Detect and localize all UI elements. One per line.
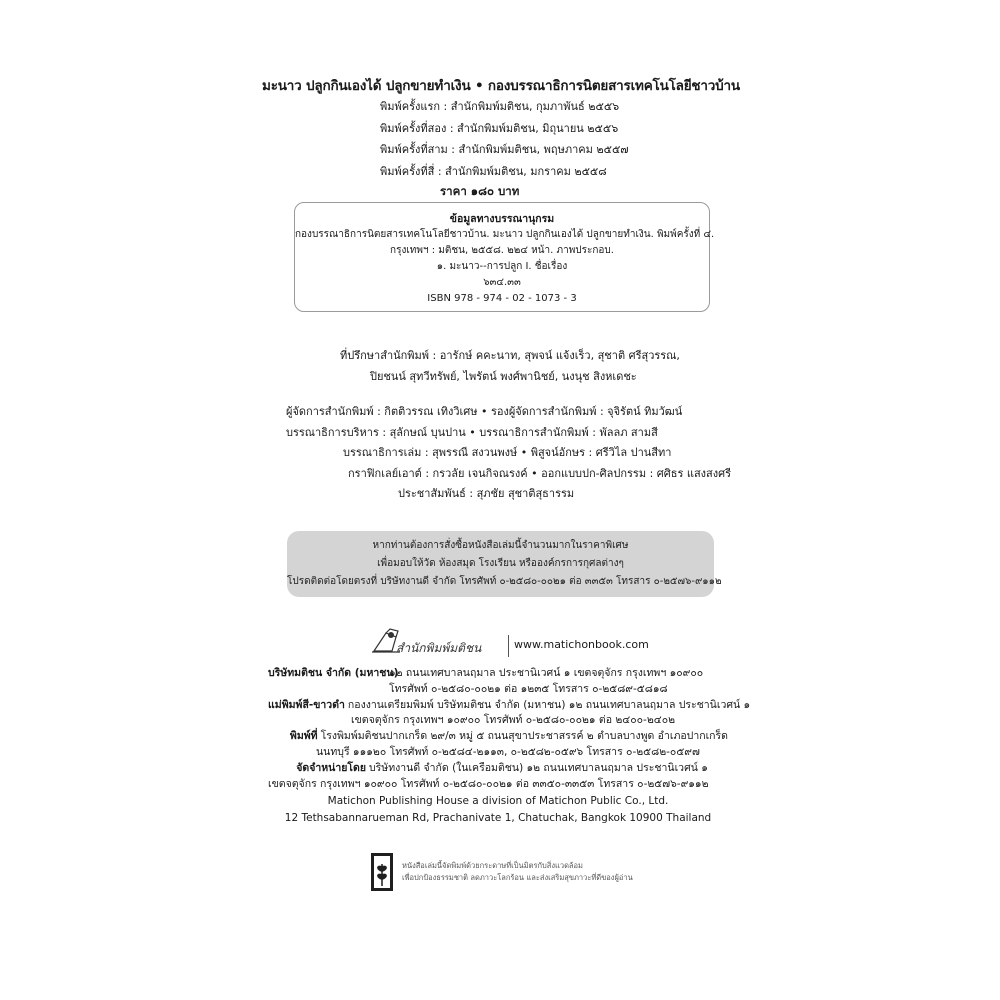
cip-line: กองบรรณาธิการนิตยสารเทคโนโลยีชาวบ้าน. มะนาว ปลูกกินเองได้ ปลูกขายทำเงิน. พิมพ์ครั้งที่ ๔. <box>295 229 715 240</box>
eco-notice <box>370 852 650 892</box>
distributor-address: บริษัทงานดี จำกัด (ในเครือมติชน) ๑๒ ถนนเทศบาลนฤมาล ประชานิเวศน์ ๑ <box>369 761 708 774</box>
eco-text-line: เพื่อปกป้องธรรมชาติ ลดภาวะโลกร้อน และส่งเสริมสุขภาวะที่ดีของผู้อ่าน <box>402 873 633 882</box>
special-order-line: หากท่านต้องการสั่งซื้อหนังสือเล่มนี้จำนวนมากในราคาพิเศษ <box>372 540 629 551</box>
advisors-line: ที่ปรึกษาสำนักพิมพ์ : อารักษ์ คคะนาท, สุพจน์ แจ้งเร็ว, สุชาติ ศรีสุวรรณ, <box>340 349 680 362</box>
company-label: บริษัทมติชน จำกัด (มหาชน) <box>268 667 399 679</box>
prepress-label: แม่พิมพ์สี-ขาวดำ <box>268 698 345 711</box>
cip-classification: ๖๓๔.๓๓ <box>483 277 521 288</box>
eco-text <box>402 860 633 884</box>
printing-history <box>380 96 740 182</box>
editorial-staff <box>286 402 766 505</box>
printer-address: โรงพิมพ์มติชนปากเกร็ด ๒๙/๓ หมู่ ๕ ถนนสุขาประชาสรรค์ ๒ ตำบลบางพูด อำเภอปากเกร็ด <box>320 730 728 743</box>
special-order-line: เพื่อมอบให้วัด ห้องสมุด โรงเรียน หรือองค์กรการกุศลต่างๆ <box>377 558 624 569</box>
printing-line: พิมพ์ครั้งที่สาม : สำนักพิมพ์มติชน, พฤษภาคม ๒๕๕๗ <box>380 143 629 156</box>
price: ราคา ๑๘๐ บาท <box>440 184 520 198</box>
publisher-logo-script: สำนักพิมพ์มติชน <box>396 641 482 655</box>
distributor-label: จัดจำหน่ายโดย <box>296 761 366 774</box>
company-phone: โทรศัพท์ ๐-๒๕๘๐-๐๐๒๑ ต่อ ๑๒๓๕ โทรสาร ๐-๒๕๘๙-๕๘๑๘ <box>389 682 668 695</box>
printer-label: พิมพ์ที่ <box>289 730 318 743</box>
printer-row <box>268 729 728 745</box>
staff-line: บรรณาธิการเล่ม : สุพรรณี สงวนพงษ์ • พิสูจน์อักษร : ศรีวิไล ปานสีทา <box>343 446 672 459</box>
cip-isbn: ISBN 978 - 974 - 02 - 1073 - 3 <box>427 293 577 304</box>
staff-line: ผู้จัดการสำนักพิมพ์ : กิตติวรรณ เทิงวิเศษ • รองผู้จัดการสำนักพิมพ์ : จุจิรัตน์ ทิมวัฒน์ <box>286 405 683 418</box>
prepress-row <box>268 698 751 714</box>
cip-line: ๑. มะนาว--การปลูก I. ชื่อเรื่อง <box>436 261 568 272</box>
english-imprint <box>268 793 728 827</box>
special-order-box <box>287 531 722 597</box>
english-imprint-line: Matichon Publishing House a division of Matichon Public Co., Ltd. <box>327 795 669 807</box>
publisher-logo-row <box>370 625 670 661</box>
staff-line: กราฟิกเลย์เอาต์ : กรวลัย เจนกิจณรงค์ • ออกแบบปก-ศิลปกรรม : ศศิธร แสงสงศรี <box>348 466 732 480</box>
printing-line: พิมพ์ครั้งแรก : สำนักพิมพ์มติชน, กุมภาพันธ์ ๒๕๕๖ <box>380 100 620 113</box>
company-row <box>268 666 728 682</box>
eco-text-line: หนังสือเล่มนี้จัดพิมพ์ด้วยกระดาษที่เป็นมิตรกับสิ่งแวดล้อม <box>402 861 583 870</box>
cip-line: กรุงเทพฯ : มติชน, ๒๕๕๘. ๒๒๔ หน้า. ภาพประกอบ. <box>390 245 614 256</box>
english-imprint-line: 12 Tethsabannarueman Rd, Prachanivate 1, Chatuchak, Bangkok 10900 Thailand <box>284 812 712 824</box>
book-title-line: มะนาว ปลูกกินเองได้ ปลูกขายทำเงิน • กองบรรณาธิการนิตยสารเทคโนโลยีชาวบ้าน <box>262 78 740 94</box>
prepress-address: กองงานเตรียมพิมพ์ บริษัทมติชน จำกัด (มหาชน) ๑๒ ถนนเทศบาลนฤมาล ประชานิเวศน์ ๑ <box>347 698 751 711</box>
logo-divider <box>508 635 509 657</box>
special-order-line: โปรดติดต่อโดยตรงที่ บริษัทงานดี จำกัด โทรศัพท์ ๐-๒๕๘๐-๐๐๒๑ ต่อ ๓๓๕๓ โทรสาร ๐-๒๕๗๖-๙๑๑๒ <box>287 576 722 587</box>
printing-line: พิมพ์ครั้งที่สอง : สำนักพิมพ์มติชน, มิถุนายน ๒๕๕๖ <box>380 121 619 135</box>
cip-box <box>294 202 715 312</box>
cip-heading: ข้อมูลทางบรรณานุกรม <box>449 213 555 225</box>
distributor-row <box>268 761 728 777</box>
company-address: ๑๒ ถนนเทศบาลนฤมาล ประชานิเวศน์ ๑ เขตจตุจักร กรุงเทพฯ ๑๐๙๐๐ <box>389 667 704 679</box>
prepress-phone: เขตจตุจักร กรุงเทพฯ ๑๐๙๐๐ โทรศัพท์ ๐-๒๕๘๐-๐๐๒๑ ต่อ ๒๔๐๐-๒๔๐๒ <box>351 714 676 727</box>
advisors-line: ปิยชนน์ สุทวีทรัพย์, ไพรัตน์ พงศ์พานิชย์, นงนุช สิงหเดชะ <box>370 370 637 383</box>
distributor-phone: เขตจตุจักร กรุงเทพฯ ๑๐๙๐๐ โทรศัพท์ ๐-๒๕๘๐-๐๐๒๑ ต่อ ๓๓๕๐-๓๓๕๓ โทรสาร ๐-๒๕๗๖-๙๑๑๒ <box>268 777 709 790</box>
staff-line: บรรณาธิการบริหาร : สุลักษณ์ บุนปาน • บรรณาธิการสำนักพิมพ์ : พัลลภ สามสี <box>286 425 658 439</box>
printing-line: พิมพ์ครั้งที่สี่ : สำนักพิมพ์มติชน, มกราคม ๒๕๕๘ <box>380 164 607 178</box>
staff-line: ประชาสัมพันธ์ : สุภชัย สุชาติสุธารรม <box>398 487 575 500</box>
advisors <box>340 345 770 387</box>
eco-book-leaf-icon <box>370 852 396 892</box>
publisher-website-link[interactable]: www.matichonbook.com <box>514 638 649 651</box>
printer-phone: นนทบุรี ๑๑๑๒๐ โทรศัพท์ ๐-๒๕๘๔-๒๑๑๓, ๐-๒๕๘๒-๐๕๙๖ โทรสาร ๐-๒๕๘๒-๐๕๙๗ <box>316 745 700 758</box>
publisher-info <box>268 666 751 792</box>
